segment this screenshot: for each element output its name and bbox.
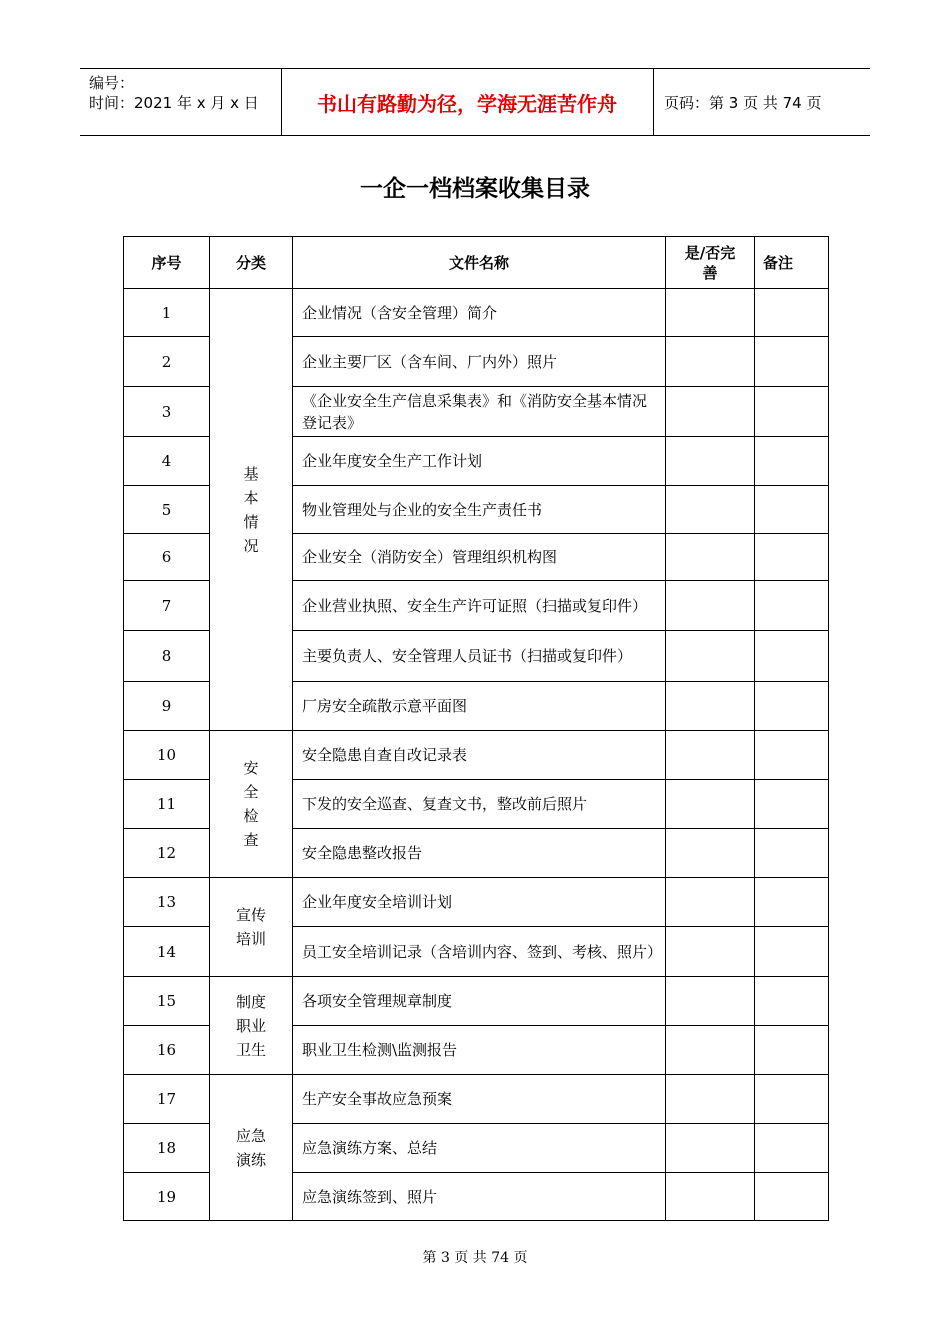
row-number: 5	[124, 486, 210, 534]
complete-cell	[666, 631, 755, 682]
category-label: 基 本 情 况	[243, 464, 259, 555]
row-number: 19	[124, 1173, 210, 1221]
row-number: 3	[124, 387, 210, 437]
archive-catalog-table	[123, 236, 829, 1221]
complete-cell	[666, 437, 755, 486]
complete-cell	[666, 289, 755, 337]
remarks-cell	[755, 731, 829, 780]
table-row	[124, 731, 829, 780]
category-cell	[210, 1075, 293, 1221]
remarks-cell	[755, 927, 829, 977]
document-number-label: 编号：	[89, 74, 135, 92]
remarks-cell	[755, 1173, 829, 1221]
file-name-cell: 企业营业执照、安全生产许可证照（扫描或复印件）	[293, 581, 666, 631]
file-name-cell: 企业年度安全培训计划	[293, 878, 666, 927]
category-cell	[210, 977, 293, 1075]
complete-cell	[666, 927, 755, 977]
file-name-cell: 安全隐患整改报告	[293, 829, 666, 878]
row-number: 2	[124, 337, 210, 387]
complete-cell	[666, 387, 755, 437]
category-label: 宣传 培训	[235, 906, 266, 948]
file-name-cell: 生产安全事故应急预案	[293, 1075, 666, 1124]
complete-cell	[666, 581, 755, 631]
column-header-remarks: 备注	[755, 237, 829, 289]
row-number: 4	[124, 437, 210, 486]
file-name-cell: 企业安全（消防安全）管理组织机构图	[293, 534, 666, 581]
remarks-cell	[755, 780, 829, 829]
file-name-cell: 主要负责人、安全管理人员证书（扫描或复印件）	[293, 631, 666, 682]
category-cell	[210, 289, 293, 731]
file-name-cell: 企业年度安全生产工作计划	[293, 437, 666, 486]
complete-cell	[666, 337, 755, 387]
category-label: 应急 演练	[235, 1126, 266, 1169]
complete-cell	[666, 534, 755, 581]
category-label: 安 全 检 查	[243, 759, 259, 849]
header-divider	[653, 69, 654, 135]
row-number: 14	[124, 927, 210, 977]
category-cell	[210, 878, 293, 977]
remarks-cell	[755, 486, 829, 534]
row-number: 9	[124, 682, 210, 731]
column-header-number: 序号	[124, 237, 210, 289]
complete-cell	[666, 878, 755, 927]
complete-cell	[666, 1075, 755, 1124]
file-name-cell: 企业情况（含安全管理）简介	[293, 289, 666, 337]
file-name-cell: 下发的安全巡查、复查文书，整改前后照片	[293, 780, 666, 829]
column-header-category: 分类	[210, 237, 293, 289]
remarks-cell	[755, 878, 829, 927]
file-name-cell: 职业卫生检测\监测报告	[293, 1026, 666, 1075]
table-row	[124, 977, 829, 1026]
remarks-cell	[755, 829, 829, 878]
complete-cell	[666, 977, 755, 1026]
file-name-cell: 安全隐患自查自改记录表	[293, 731, 666, 780]
header-meta	[89, 73, 259, 113]
remarks-cell	[755, 631, 829, 682]
table-row	[124, 1075, 829, 1124]
row-number: 6	[124, 534, 210, 581]
row-number: 15	[124, 977, 210, 1026]
row-number: 16	[124, 1026, 210, 1075]
remarks-cell	[755, 437, 829, 486]
file-name-cell: 《企业安全生产信息采集表》和《消防安全基本情况登记表》	[293, 387, 666, 437]
file-name-cell: 企业主要厂区（含车间、厂内外）照片	[293, 337, 666, 387]
column-header-file-name: 文件名称	[293, 237, 666, 289]
row-number: 10	[124, 731, 210, 780]
complete-cell	[666, 829, 755, 878]
complete-cell	[666, 486, 755, 534]
header-page-info: 页码：第 3 页 共 74 页	[664, 93, 822, 112]
remarks-cell	[755, 1124, 829, 1173]
remarks-cell	[755, 534, 829, 581]
complete-cell	[666, 1026, 755, 1075]
remarks-cell	[755, 1026, 829, 1075]
row-number: 8	[124, 631, 210, 682]
complete-cell	[666, 1173, 755, 1221]
remarks-cell	[755, 1075, 829, 1124]
remarks-cell	[755, 682, 829, 731]
row-number: 12	[124, 829, 210, 878]
row-number: 18	[124, 1124, 210, 1173]
category-cell	[210, 731, 293, 878]
table-row	[124, 878, 829, 927]
file-name-cell: 应急演练签到、照片	[293, 1173, 666, 1221]
page-footer: 第 3 页 共 74 页	[422, 1250, 528, 1266]
document-title: 一企一档档案收集目录	[360, 176, 590, 202]
document-time-label: 时间：2021 年 x 月 x 日	[89, 94, 259, 112]
row-number: 17	[124, 1075, 210, 1124]
table-row	[124, 289, 829, 337]
file-name-cell: 物业管理处与企业的安全生产责任书	[293, 486, 666, 534]
complete-cell	[666, 682, 755, 731]
complete-cell	[666, 1124, 755, 1173]
header-slogan: 书山有路勤为径，学海无涯苦作舟	[317, 91, 617, 116]
complete-cell	[666, 731, 755, 780]
row-number: 1	[124, 289, 210, 337]
remarks-cell	[755, 337, 829, 387]
row-number: 13	[124, 878, 210, 927]
remarks-cell	[755, 977, 829, 1026]
remarks-cell	[755, 581, 829, 631]
category-label: 制度 职业 卫生	[235, 992, 266, 1059]
file-name-cell: 厂房安全疏散示意平面图	[293, 682, 666, 731]
row-number: 7	[124, 581, 210, 631]
complete-cell	[666, 780, 755, 829]
file-name-cell: 各项安全管理规章制度	[293, 977, 666, 1026]
remarks-cell	[755, 387, 829, 437]
page-header	[80, 68, 870, 136]
remarks-cell	[755, 289, 829, 337]
table-header-row	[124, 237, 829, 289]
row-number: 11	[124, 780, 210, 829]
file-name-cell: 员工安全培训记录（含培训内容、签到、考核、照片）	[293, 927, 666, 977]
column-header-complete: 是/否完善	[666, 237, 755, 289]
file-name-cell: 应急演练方案、总结	[293, 1124, 666, 1173]
